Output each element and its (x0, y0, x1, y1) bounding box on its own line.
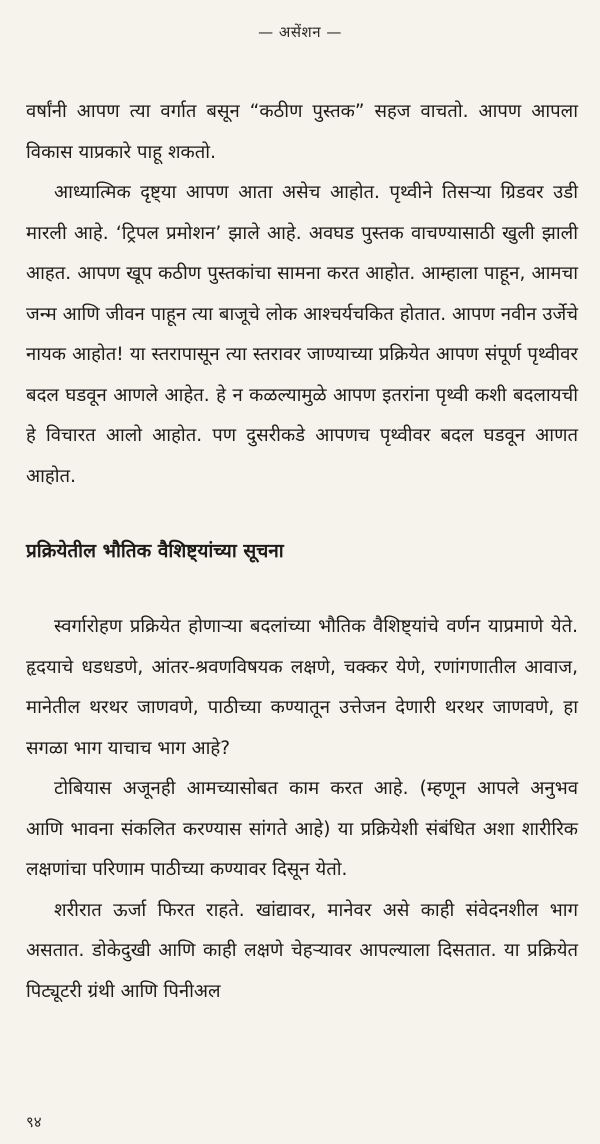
paragraph-spiritual-promotion: आध्यात्मिक दृष्ट्या आपण आता असेच आहोत. पृथ्वीने तिसऱ्या ग्रिडवर उडी मारली आहे. ‘ट्रिपल प्रमोशन’ झाले आहे. अवघड पुस्तक वाचण्यासाठी खुली झाली आहत. आपण खूप कठीण पुस्तकांचा सामना करत आहोत. आम्हाला पाहून, आमचा जन्म आणि जीवन पाहून त्या बाजूचे लोक आश्चर्यचकित होतात. आपण नवीन उर्जेचे नायक आहोत! या स्तरापासून त्या स्तरावर जाण्याच्या प्रक्रियेत आपण संपूर्ण पृथ्वीवर बदल घडवून आणले आहेत. हे न कळल्यामुळे आपण इतरांना पृथ्वी कशी बदलायची हे विचारत आलो आहोत. पण दुसरीकडे आपणच पृथ्वीवर बदल घडवून आणत आहोत. (26, 182, 578, 487)
paragraph-energy-body: शरीरात ऊर्जा फिरत राहते. खांद्यावर, मानेवर असे काही संवेदनशील भाग असतात. डोकेदुखी आणि काही लक्षणे चेहऱ्यावर आपल्याला दिसतात. या प्रक्रियेत पिट्यूटरी ग्रंथी आणि पिनीअल (26, 899, 578, 1002)
page-number: ९४ (26, 1113, 42, 1131)
paragraph-physical-symptoms: स्वर्गारोहण प्रक्रियेत होणाऱ्या बदलांच्या भौतिक वैशिष्ट्यांचे वर्णन याप्रमाणे येते. हृदयाचे धडधडणे, आंतर-श्रवणविषयक लक्षणे, चक्कर येणे, रणांगणातील आवाज, मानेतील थरथर जाणवणे, पाठीच्या कण्यातून उत्तेजन देणारी थरथर जाणवणे, हा सगळा भाग याचाच भाग आहे? (26, 616, 578, 759)
running-header: — असेंशन — (258, 23, 342, 41)
page-content (26, 92, 578, 1012)
paragraph-tobias: टोबियास अजूनही आमच्यासोबत काम करत आहे. (म्हणून आपले अनुभव आणि भावना संकलित करण्यास सांगते आहे) या प्रक्रियेशी संबंधित अशा शारीरिक लक्षणांचा परिणाम पाठीच्या कण्यावर दिसून येतो. (26, 778, 578, 880)
paragraph-continuation: वर्षांनी आपण त्या वर्गात बसून “कठीण पुस्तक” सहज वाचतो. आपण आपला विकास याप्रकारे पाहू शकतो. (26, 101, 578, 163)
section-heading: प्रक्रियेतील भौतिक वैशिष्ट्यांच्या सूचना (26, 540, 284, 562)
